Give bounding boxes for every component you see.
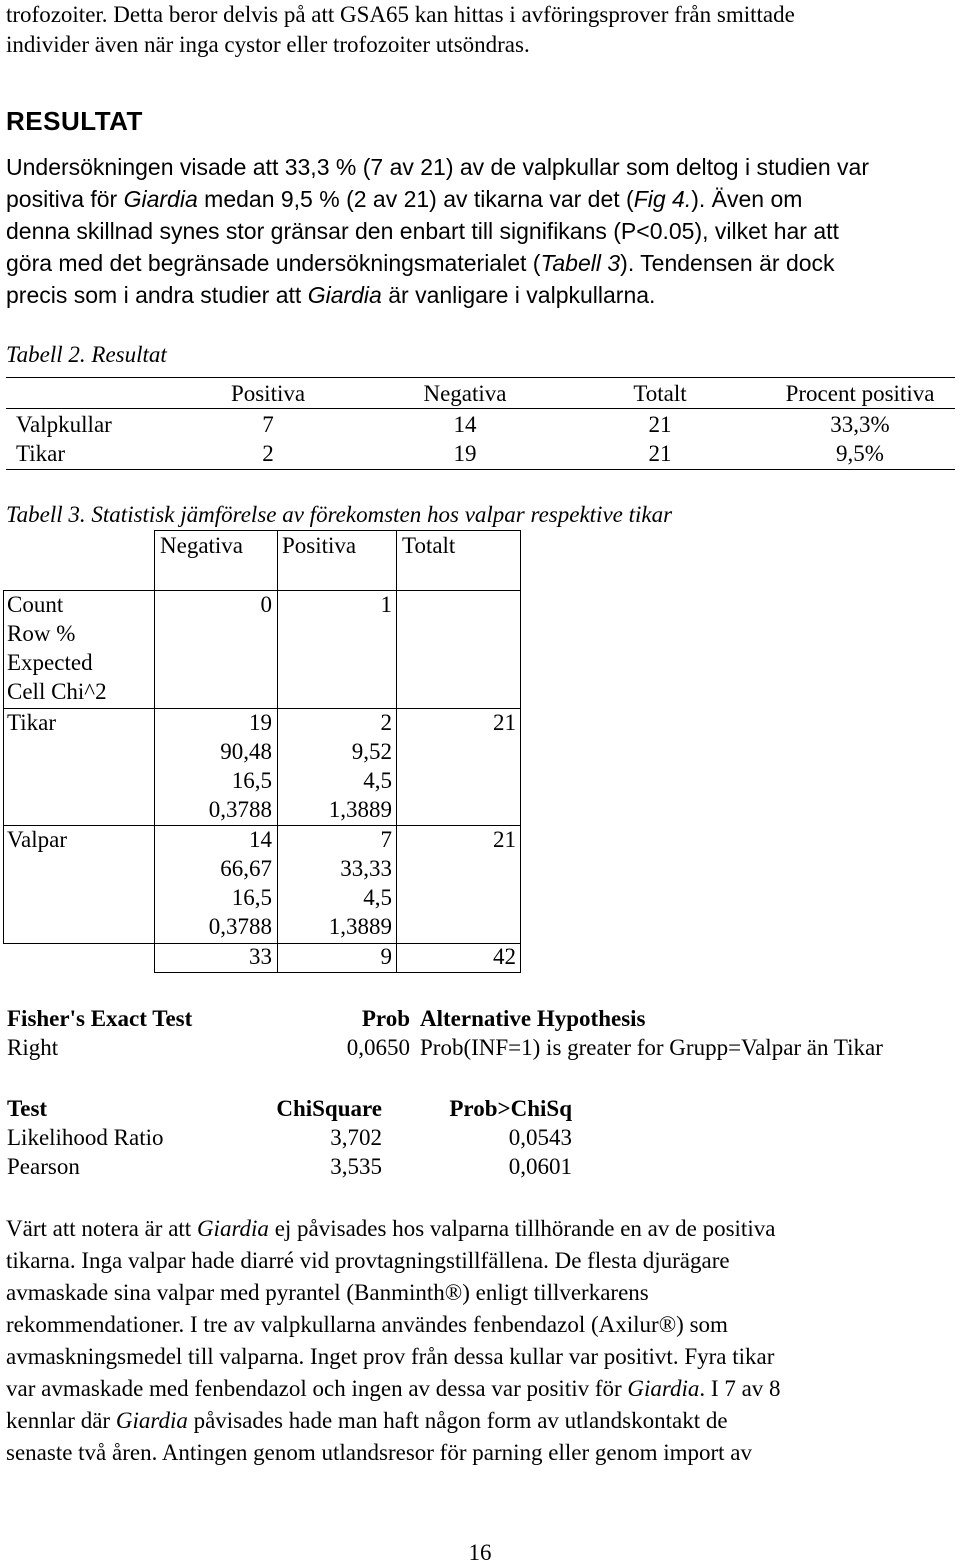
table3-caption: Tabell 3. Statistisk jämförelse av förekomsten hos valpar respektive tikar	[6, 502, 673, 527]
table3-cell: 90,48	[220, 739, 272, 764]
text-line: tikarna. Inga valpar hade diarré vid provtagningstillfällena. De flesta djurägare	[6, 1248, 730, 1273]
table3-rule	[3, 825, 521, 826]
table3-rule	[3, 590, 4, 943]
table3-total: 33	[249, 944, 272, 969]
text-line: var avmaskade med fenbendazol och ingen av dessa var positiv för Giardia. I 7 av 8	[6, 1376, 781, 1401]
table2-cell: 14	[453, 412, 477, 437]
table3-row-label: Valpar	[7, 827, 68, 852]
table3-cell: 9,52	[351, 739, 392, 764]
text-line: kennlar där Giardia påvisades hade man haft någon form av utlandskontakt de	[6, 1408, 728, 1433]
text-line: avmaskade sina valpar med pyrantel (Banminth®) enligt tillverkarens	[6, 1280, 649, 1305]
table3-total: 42	[493, 944, 516, 969]
text-line: individer även när inga cystor eller trofozoiter utsöndras.	[6, 32, 530, 57]
text-line: positiva för Giardia medan 9,5 % (2 av 21) av tikarna var det (Fig 4.). Även om	[6, 186, 803, 212]
text-line: avmaskningsmedel till valparna. Inget prov från dessa kullar var positivt. Fyra tikar	[6, 1344, 775, 1369]
table2-cell: 9,5%	[836, 441, 884, 466]
fisher-title: Fisher's Exact Test	[7, 1006, 193, 1031]
table3-row-label: Tikar	[7, 710, 56, 735]
table3-rule	[3, 590, 521, 591]
table3-cell: 2	[380, 710, 392, 735]
table3-cell: 14	[249, 827, 272, 852]
table3-cell: 21	[493, 827, 516, 852]
table3-cell: 4,5	[363, 885, 392, 910]
text-line: Värt att notera är att Giardia ej påvisades hos valparna tillhörande en av de positiva	[6, 1216, 776, 1241]
table3-total: 9	[380, 944, 392, 969]
text-line: trofozoiter. Detta beror delvis på att GSA65 kan hittas i avföringsprover från smittade	[6, 2, 795, 27]
table3-rule	[154, 530, 521, 531]
fisher-row-label: Right	[7, 1035, 59, 1060]
text-line: senaste två åren. Antingen genom utlandsresor för parning eller genom import av	[6, 1440, 753, 1465]
table3-rule	[154, 972, 521, 973]
table2-top-rule	[6, 377, 955, 378]
fisher-prob-header: Prob	[361, 1006, 410, 1031]
table3-cell: 19	[249, 710, 272, 735]
table3-legend: Row %	[7, 621, 76, 646]
table3-cell: 16,5	[231, 768, 272, 793]
chitest-header: Test	[7, 1096, 48, 1121]
chitest-row-label: Likelihood Ratio	[7, 1125, 164, 1150]
table2-caption: Tabell 2. Resultat	[6, 342, 167, 367]
chitest-cell: 3,535	[330, 1154, 382, 1179]
fisher-alt: Prob(INF=1) is greater for Grupp=Valpar än Tikar	[420, 1035, 883, 1060]
table3-cell: 66,67	[220, 856, 272, 881]
text-line: göra med det begränsade undersökningsmaterialet (Tabell 3). Tendensen är dock	[6, 250, 835, 276]
fisher-prob: 0,0650	[346, 1035, 410, 1060]
table3-cell: 4,5	[363, 768, 392, 793]
table2-header: Negativa	[423, 381, 507, 406]
table3-cell: 7	[380, 827, 392, 852]
table3-rule	[277, 530, 278, 972]
text-line: Undersökningen visade att 33,3 % (7 av 21) av de valpkullar som deltog i studien var	[6, 154, 869, 180]
table3-legend: Cell Chi^2	[7, 679, 107, 704]
table2-bottom-rule	[6, 469, 955, 470]
table3-cell: 0,3788	[208, 797, 272, 822]
table2-cell: 33,3%	[830, 412, 890, 437]
table2-cell: 2	[262, 441, 274, 466]
table3-rule	[520, 530, 521, 972]
table3-rule	[3, 708, 521, 709]
table3-cell: 1,3889	[328, 914, 392, 939]
table3-col-code: 1	[380, 592, 392, 617]
table3-rule	[396, 530, 397, 972]
table2-cell: 7	[262, 412, 274, 437]
table3-header: Totalt	[402, 533, 456, 558]
table2-cell: 21	[648, 412, 672, 437]
table3-cell: 16,5	[231, 885, 272, 910]
section-heading: RESULTAT	[6, 106, 143, 136]
table2-row-label: Tikar	[16, 441, 65, 466]
table3-cell: 21	[493, 710, 516, 735]
table2-header: Procent positiva	[785, 381, 935, 406]
text-line: denna skillnad synes stor gränsar den enbart till signifikans (P<0.05), vilket har att	[6, 218, 839, 244]
chitest-row-label: Pearson	[7, 1154, 80, 1179]
text-line: rekommendationer. I tre av valpkullarna användes fenbendazol (Axilur®) som	[6, 1312, 728, 1337]
chitest-cell: 0,0543	[508, 1125, 572, 1150]
table3-header: Negativa	[160, 533, 244, 558]
table2-header: Totalt	[633, 381, 687, 406]
table3-legend: Count	[7, 592, 64, 617]
table3-col-code: 0	[260, 592, 272, 617]
chitest-header: ChiSquare	[276, 1096, 382, 1121]
table3-header: Positiva	[282, 533, 357, 558]
page-number: 16	[468, 1540, 492, 1565]
table3-cell: 33,33	[340, 856, 392, 881]
table3-rule	[154, 530, 155, 972]
table3-cell: 0,3788	[208, 914, 272, 939]
fisher-alt-header: Alternative Hypothesis	[420, 1006, 646, 1031]
table3-legend: Expected	[7, 650, 93, 675]
chitest-cell: 0,0601	[508, 1154, 572, 1179]
table2-header-rule	[6, 408, 955, 409]
table2-cell: 19	[453, 441, 477, 466]
table2-header: Positiva	[230, 381, 306, 406]
text-line: precis som i andra studier att Giardia är vanligare i valpkullarna.	[6, 282, 656, 308]
table3-cell: 1,3889	[328, 797, 392, 822]
table2-row-label: Valpkullar	[16, 412, 112, 437]
chitest-cell: 3,702	[330, 1125, 382, 1150]
chitest-header: Prob>ChiSq	[449, 1096, 572, 1121]
table2-cell: 21	[648, 441, 672, 466]
